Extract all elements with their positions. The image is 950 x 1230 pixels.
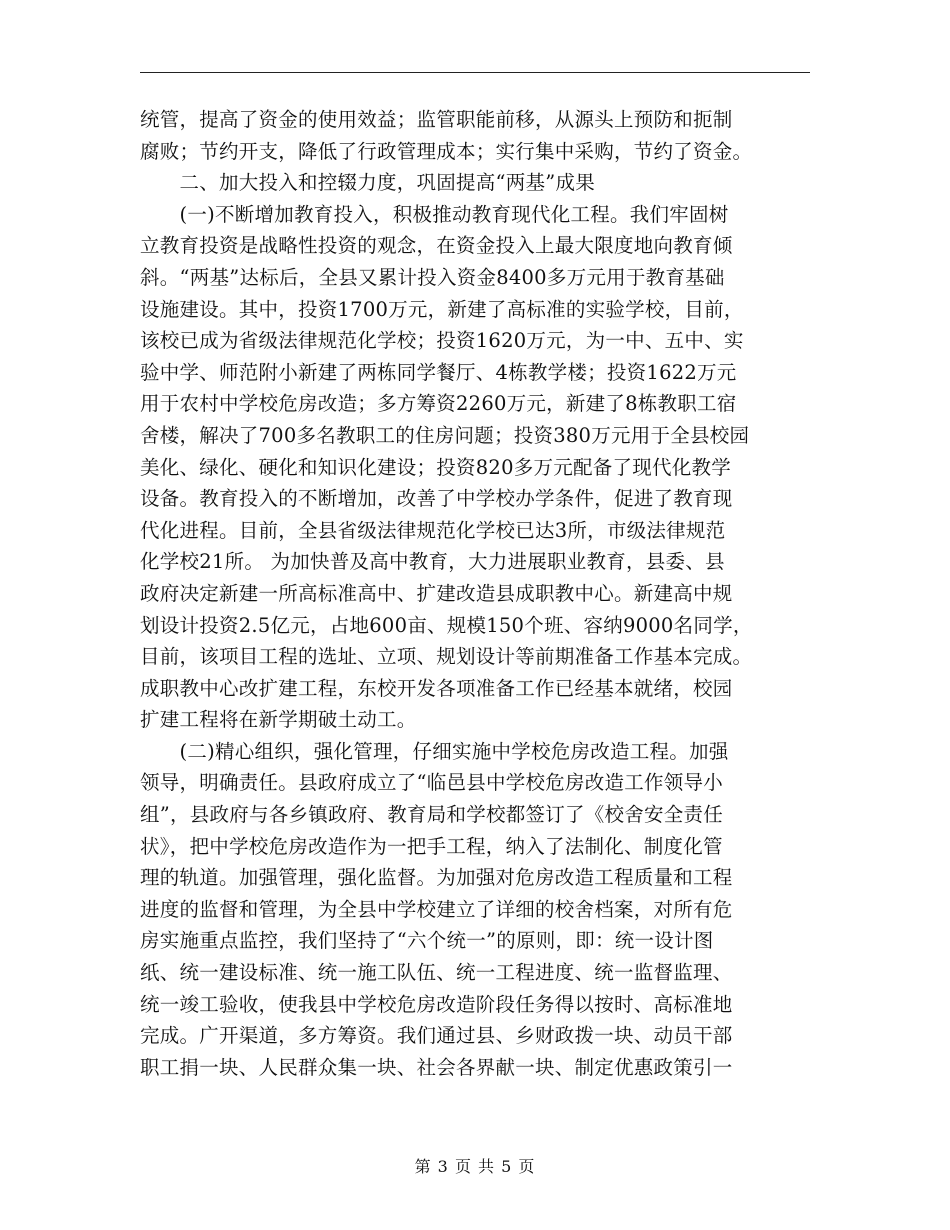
text-line: 统管，提高了资金的使用效益；监管职能前移，从源头上预防和扼制 bbox=[140, 108, 733, 131]
text-line: 领导，明确责任。县政府成立了“临邑县中学校危房改造工作领导小 bbox=[140, 771, 723, 795]
text-line: 代化进程。目前，全县省级法律规范化学校已达3所，市级法律规范 bbox=[140, 518, 726, 542]
text-line: 划设计投资2.5亿元，占地600亩、规模150个班、容纳9000名同学， bbox=[140, 613, 753, 637]
text-line: 舍楼，解决了700多名教职工的住房问题；投资380万元用于全县校园 bbox=[140, 423, 750, 447]
text-line: 完成。广开渠道，多方筹资。我们通过县、乡财政拨一块、动员干部 bbox=[140, 1024, 733, 1048]
text-line: (二)精心组织，强化管理，仔细实施中学校危房改造工程。加强 bbox=[140, 739, 729, 763]
text-line: 目前，该项目工程的选址、立项、规划设计等前期准备工作基本完成。 bbox=[140, 645, 753, 669]
text-line: 进度的监督和管理，为全县中学校建立了详细的校舍档案，对所有危 bbox=[140, 897, 733, 921]
text-line: 纸、统一建设标准、统一施工队伍、统一工程进度、统一监督监理、 bbox=[140, 961, 733, 985]
section-heading: 二、加大投入和控辍力度，巩固提高“两基”成果 bbox=[140, 171, 595, 195]
text-line: 状》，把中学校危房改造作为一把手工程，纳入了法制化、制度化管 bbox=[140, 834, 723, 858]
text-line: 斜。“两基”达标后，全县又累计投入资金8400多万元用于教育基础 bbox=[140, 265, 725, 289]
text-line: 设施建设。其中，投资1700万元，新建了高标准的实验学校，目前， bbox=[140, 297, 744, 321]
text-line: (一)不断增加教育投入，积极推动教育现代化工程。我们牢固树 bbox=[140, 202, 729, 226]
text-line: 立教育投资是战略性投资的观念，在资金投入上最大限度地向教育倾 bbox=[140, 234, 733, 258]
text-line: 验中学、师范附小新建了两栋同学餐厅、4栋教学楼；投资1622万元 bbox=[140, 360, 737, 384]
text-line: 政府决定新建一所高标准高中、扩建改造县成职教中心。新建高中规 bbox=[140, 581, 733, 605]
text-line: 腐败；节约开支，降低了行政管理成本；实行集中采购，节约了资金。 bbox=[140, 139, 753, 163]
text-line: 用于农村中学校危房改造；多方筹资2260万元，新建了8栋教职工宿 bbox=[140, 392, 737, 416]
header-rule bbox=[140, 72, 810, 73]
text-line: 扩建工程将在新学期破土动工。 bbox=[140, 708, 417, 732]
text-line: 成职教中心改扩建工程，东校开发各项准备工作已经基本就绪，校园 bbox=[140, 676, 733, 700]
text-line: 职工捐一块、人民群众集一块、社会各界献一块、制定优惠政策引一 bbox=[140, 1055, 733, 1079]
text-line: 该校已成为省级法律规范化学校；投资1620万元，为一中、五中、实 bbox=[140, 329, 744, 353]
text-line: 房实施重点监控，我们坚持了“六个统一”的原则，即：统一设计图 bbox=[140, 929, 714, 953]
text-line: 统一竣工验收，使我县中学校危房改造阶段任务得以按时、高标准地 bbox=[140, 992, 733, 1016]
page-number-footer: 第 3 页 共 5 页 bbox=[414, 1157, 536, 1176]
text-line: 理的轨道。加强管理，强化监督。为加强对危房改造工程质量和工程 bbox=[140, 866, 733, 890]
text-line: 美化、绿化、硬化和知识化建设；投资820多万元配备了现代化教学 bbox=[140, 455, 731, 479]
document-body bbox=[140, 104, 812, 1083]
text-line: 设备。教育投入的不断增加，改善了中学校办学条件，促进了教育现 bbox=[140, 487, 733, 511]
text-line: 化学校21所。 为加快普及高中教育，大力进展职业教育，县委、县 bbox=[140, 550, 725, 574]
text-line: 组”，县政府与各乡镇政府、教育局和学校都签订了《校舍安全责任 bbox=[140, 803, 723, 827]
